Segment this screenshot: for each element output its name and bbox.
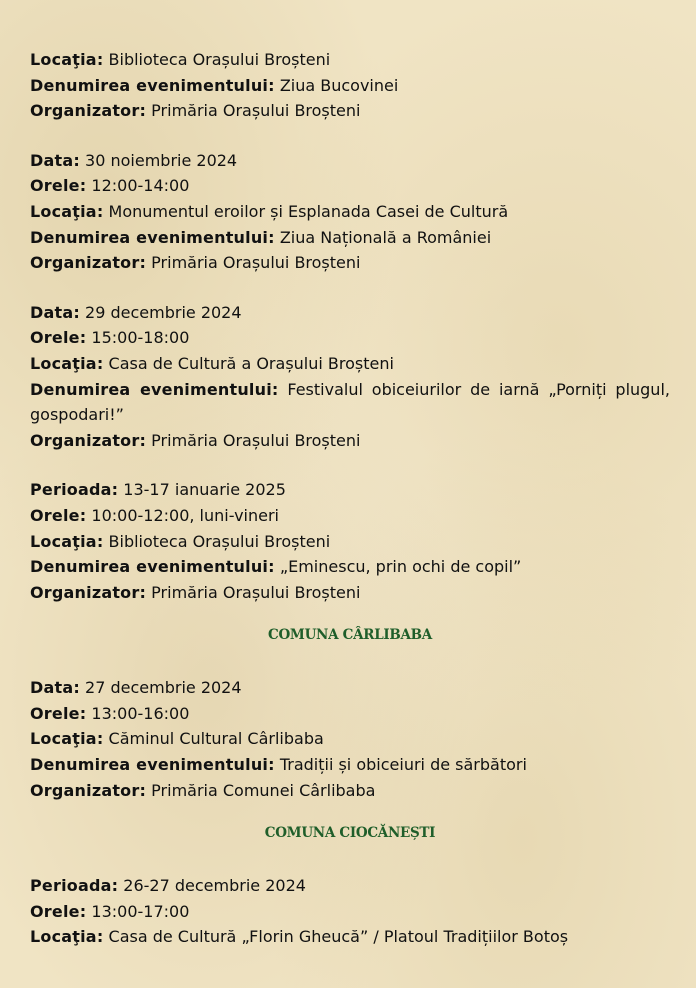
event-traditii-obiceiuri bbox=[30, 675, 670, 803]
event-festivalul-obiceiurilor bbox=[30, 300, 670, 454]
event-eminescu bbox=[30, 477, 670, 605]
event-hours: Orele: 12:00-14:00 bbox=[30, 176, 190, 196]
hours-value: 10:00-12:00, luni-vineri bbox=[91, 505, 279, 525]
location-label: Locaţia bbox=[30, 927, 97, 947]
event-location: Locaţia: Casa de Cultură „Florin Gheucă” / Platoul Tradițiilor Botoș bbox=[30, 927, 569, 947]
organizer-label: Organizator bbox=[30, 780, 140, 800]
hours-value: 12:00-14:00 bbox=[91, 176, 190, 196]
location-value: Monumentul eroilor și Esplanada Casei de Cultură bbox=[108, 201, 509, 221]
date-label: Data bbox=[30, 302, 74, 322]
organizer-value: Primăria Orașului Broșteni bbox=[151, 253, 361, 273]
location-value: Casa de Cultură a Orașului Broșteni bbox=[108, 353, 394, 373]
event-location: Locaţia: Casa de Cultură a Orașului Broșteni bbox=[30, 353, 394, 373]
organizer-label: Organizator bbox=[30, 253, 140, 273]
period-label: Perioada bbox=[30, 480, 112, 500]
date-value: 27 decembrie 2024 bbox=[85, 678, 242, 698]
organizer-value: Primăria Comunei Cârlibaba bbox=[151, 780, 376, 800]
hours-value: 13:00-17:00 bbox=[91, 901, 190, 921]
title-value: Ziua Bucovinei bbox=[279, 75, 399, 95]
title-label: Denumirea evenimentului bbox=[30, 557, 269, 577]
event-period: Perioada: 26-27 decembrie 2024 bbox=[30, 876, 306, 896]
hours-label: Orele bbox=[30, 901, 80, 921]
event-hours: Orele: 13:00-17:00 bbox=[30, 901, 190, 921]
hours-label: Orele bbox=[30, 505, 80, 525]
location-label: Locaţia bbox=[30, 50, 97, 69]
event-title: Denumirea evenimentului: Festivalul obiceiurilor de iarnă „Porniți plugul, gospodari!” bbox=[30, 379, 670, 425]
event-hours: Orele: 10:00-12:00, luni-vineri bbox=[30, 505, 279, 525]
event-date: Data: 27 decembrie 2024 bbox=[30, 678, 242, 698]
section-heading-carlibaba: COMUNA CÂRLIBABA bbox=[268, 627, 432, 644]
title-label: Denumirea evenimentului bbox=[30, 227, 269, 247]
period-value: 26-27 decembrie 2024 bbox=[123, 876, 306, 896]
title-value: Festivalul obiceiurilor de iarnă „Porniți plugul, gospodari!” bbox=[30, 379, 670, 425]
event-title: Denumirea evenimentului: Ziua Bucovinei bbox=[30, 75, 399, 95]
event-date: Data: 30 noiembrie 2024 bbox=[30, 150, 238, 170]
title-value: Ziua Națională a României bbox=[279, 227, 492, 247]
location-value: Căminul Cultural Cârlibaba bbox=[108, 729, 324, 749]
location-label: Locaţia bbox=[30, 729, 97, 749]
title-value: Tradiții și obiceiuri de sărbători bbox=[279, 755, 527, 775]
organizer-label: Organizator bbox=[30, 582, 140, 602]
event-organizer: Organizator: Primăria Orașului Broșteni bbox=[30, 253, 361, 273]
date-label: Data bbox=[30, 150, 74, 170]
event-location: Locaţia: Biblioteca Orașului Broșteni bbox=[30, 531, 331, 551]
event-ciocanesti bbox=[30, 873, 670, 950]
event-title: Denumirea evenimentului: Tradiții și obiceiuri de sărbători bbox=[30, 755, 527, 775]
event-organizer: Organizator: Primăria Orașului Broșteni bbox=[30, 430, 361, 450]
event-title: Denumirea evenimentului: „Eminescu, prin ochi de copil” bbox=[30, 557, 522, 577]
organizer-value: Primăria Orașului Broșteni bbox=[151, 101, 361, 121]
title-label: Denumirea evenimentului bbox=[30, 75, 269, 95]
date-value: 29 decembrie 2024 bbox=[85, 302, 242, 322]
organizer-value: Primăria Orașului Broșteni bbox=[151, 582, 361, 602]
period-label: Perioada bbox=[30, 876, 112, 896]
event-location: Locaţia: Biblioteca Orașului Broșteni bbox=[30, 50, 331, 69]
event-organizer: Organizator: Primăria Orașului Broșteni bbox=[30, 101, 361, 121]
hours-label: Orele bbox=[30, 703, 80, 723]
event-hours: Orele: 15:00-18:00 bbox=[30, 328, 190, 348]
title-label: Denumirea evenimentului bbox=[30, 379, 272, 399]
event-ziua-nationala bbox=[30, 148, 670, 276]
hours-value: 15:00-18:00 bbox=[91, 328, 190, 348]
event-hours: Orele: 13:00-16:00 bbox=[30, 703, 190, 723]
location-value: Casa de Cultură „Florin Gheucă” / Platoul Tradițiilor Botoș bbox=[108, 927, 569, 947]
date-label: Data bbox=[30, 678, 74, 698]
period-value: 13-17 ianuarie 2025 bbox=[123, 480, 286, 500]
document-page bbox=[30, 47, 670, 974]
organizer-label: Organizator bbox=[30, 101, 140, 121]
event-title: Denumirea evenimentului: Ziua Națională a României bbox=[30, 227, 492, 247]
event-location: Locaţia: Monumentul eroilor și Esplanada Casei de Cultură bbox=[30, 201, 509, 221]
title-label: Denumirea evenimentului bbox=[30, 755, 269, 775]
organizer-label: Organizator bbox=[30, 430, 140, 450]
location-label: Locaţia bbox=[30, 353, 97, 373]
event-location: Locaţia: Căminul Cultural Cârlibaba bbox=[30, 729, 324, 749]
event-period: Perioada: 13-17 ianuarie 2025 bbox=[30, 480, 286, 500]
organizer-value: Primăria Orașului Broșteni bbox=[151, 430, 361, 450]
event-organizer: Organizator: Primăria Comunei Cârlibaba bbox=[30, 780, 376, 800]
event-date: Data: 29 decembrie 2024 bbox=[30, 302, 242, 322]
hours-label: Orele bbox=[30, 328, 80, 348]
location-value: Biblioteca Orașului Broșteni bbox=[108, 50, 331, 69]
hours-value: 13:00-16:00 bbox=[91, 703, 190, 723]
section-heading-ciocanesti: COMUNA CIOCĂNEȘTI bbox=[264, 825, 436, 842]
location-label: Locaţia bbox=[30, 531, 97, 551]
location-value: Biblioteca Orașului Broșteni bbox=[108, 531, 331, 551]
hours-label: Orele bbox=[30, 176, 80, 196]
event-ziua-bucovinei bbox=[30, 47, 670, 124]
event-organizer: Organizator: Primăria Orașului Broșteni bbox=[30, 582, 361, 602]
location-label: Locaţia bbox=[30, 201, 97, 221]
title-value: „Eminescu, prin ochi de copil” bbox=[279, 557, 522, 577]
date-value: 30 noiembrie 2024 bbox=[85, 150, 238, 170]
